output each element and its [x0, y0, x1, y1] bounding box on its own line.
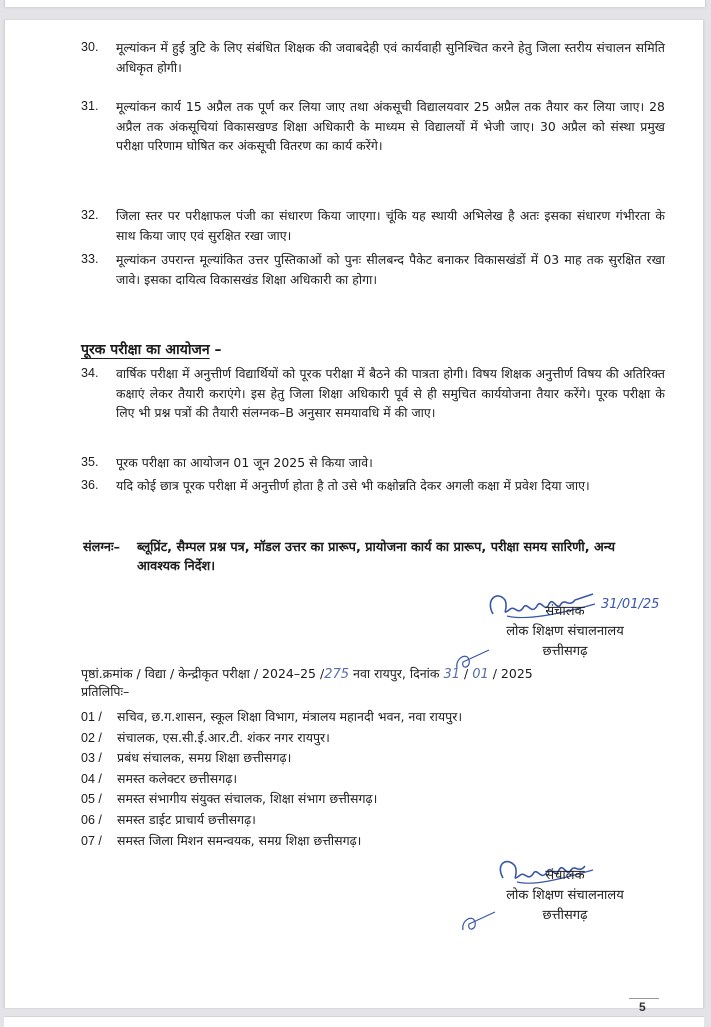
next-page-edge — [4, 1016, 704, 1027]
item-text: यदि कोई छात्र पूरक परीक्षा में अनुत्तीर्ण होता है तो उसे भी कक्षोन्नति देकर अगली कक्षा में प्रवेश दिया जाए। — [116, 478, 590, 493]
copy-item — [81, 728, 462, 749]
copy-list — [81, 707, 462, 851]
list-item-31 — [81, 97, 665, 156]
copy-item — [81, 831, 462, 852]
list-item-34 — [81, 364, 665, 423]
copy-number: 06 / — [81, 812, 102, 827]
copy-to-label: प्रतिलिपिः– — [81, 684, 130, 699]
item-text: मूल्यांकन उपरान्त मूल्यांकित उत्तर पुस्तिकाओं को पुनः सीलबन्द पैकेट बनाकर विकासखंडों में 03 माह तक सुरक्षित रखा जावे। इसका दायित्व विकासखंड शिक्षा अधिकारी का होगा। — [116, 252, 665, 287]
item-text: मूल्यांकन कार्य 15 अप्रैल तक पूर्ण कर लिया जाए तथा अंकसूची विद्यालयवार 25 अप्रैल तक तैयार कर लिया जाए। 28 अप्रैल तक अंकसूचियां विकासखण्ड शिक्षा अधिकारी के माध्यम से विद्यालयों में भेजी जाए। 30 अप्रैल को संस्था प्रमुख परीक्षा परिणाम घोषित कर अंकसूची वितरण का कार्य करेंगे। — [116, 99, 665, 153]
handwritten-reference-number: 275 — [324, 667, 350, 682]
signatory-office: लोक शिक्षण संचालनालय — [506, 624, 624, 639]
item-number: 35. — [81, 455, 99, 469]
item-text: मूल्यांकन में हुई त्रुटि के लिए संबंधित शिक्षक की जवाबदेही एवं कार्यवाही सुनिश्चित करने हेतु जिला स्तरीय संचालन समिति अधिकृत होगी। — [116, 40, 665, 75]
attachments-text: ब्लूप्रिंट, सैम्पल प्रश्न पत्र, मॉडल उत्तर का प्रारूप, प्रायोजना कार्य का प्रारूप, परीक्षा समय सारिणी, अन्य आवश्यक निर्देश। — [137, 540, 616, 574]
copy-item — [81, 789, 462, 810]
handwritten-day: 31 — [443, 667, 461, 682]
section-heading-text: पूरक परीक्षा का आयोजन — [81, 342, 210, 358]
section-heading-dash: – — [209, 342, 222, 358]
list-item-36 — [81, 476, 665, 496]
page-number: 5 — [639, 1000, 646, 1014]
copy-text: संचालक, एस.सी.ई.आर.टी. शंकर नगर रायपुर। — [117, 729, 330, 745]
reference-prefix: पृष्ठां.क्रमांक / विद्या / केन्द्रीकृत परीक्षा / 2024–25 / — [81, 666, 325, 681]
item-number: 34. — [81, 366, 99, 380]
copy-text: सचिव, छ.ग.शासन, स्कूल शिक्षा विभाग, मंत्रालय महानदी भवन, नवा रायपुर। — [117, 709, 463, 724]
attachments-note — [83, 538, 648, 576]
date-separator: / — [460, 666, 473, 681]
copy-number: 02 / — [81, 730, 102, 745]
item-number: 30. — [81, 40, 99, 54]
copy-number: 07 / — [81, 833, 102, 848]
list-item-33 — [81, 250, 665, 289]
copy-item — [81, 810, 462, 831]
item-text: वार्षिक परीक्षा में अनुत्तीर्ण विद्यार्थियों को पूरक परीक्षा में बैठने की पात्रता होगी। विषय शिक्षक अनुत्तीर्ण विषय की अतिरिक्त कक्षाएं लेकर तैयारी कराएंगे। इस हेतु जिला शिक्षा अधिकारी पूर्व से ही समुचित कार्ययोजना तैयार करेंगे। पूरक परीक्षा के लिए भी प्रश्न पत्रों की तैयारी संलग्नक–B अनुसार समयावधि में की जाए। — [116, 366, 665, 420]
copy-number: 03 / — [81, 751, 102, 766]
signatory-state: छत्तीसगढ़ — [542, 644, 588, 659]
signature-block-1 — [455, 602, 675, 662]
reference-line — [81, 664, 533, 684]
reference-place: नवा रायपुर, दिनांक — [349, 666, 444, 681]
handwritten-month: 01 — [472, 667, 489, 682]
copy-item — [81, 748, 462, 769]
section-heading — [81, 340, 222, 359]
signatory-title: संचालक — [545, 604, 585, 619]
copy-text: समस्त डाईट प्राचार्य छत्तीसगढ़। — [117, 811, 256, 827]
signatory-state: छत्तीसगढ़ — [542, 908, 588, 923]
signature-block-2 — [455, 866, 675, 926]
document-page — [4, 20, 704, 1014]
list-item-35 — [81, 453, 665, 473]
copy-text: समस्त जिला मिशन समन्वयक, समग्र शिक्षा छत्तीसगढ़। — [117, 832, 362, 848]
list-item-32 — [81, 206, 665, 245]
item-number: 31. — [81, 99, 99, 113]
signatory-title: संचालक — [545, 868, 585, 883]
handwritten-date: 31/01/25 — [601, 597, 660, 612]
copy-text: समस्त संभागीय संयुक्त संचालक, शिक्षा संभाग छत्तीसगढ़। — [117, 791, 378, 807]
copy-item — [81, 769, 462, 790]
item-text: जिला स्तर पर परीक्षाफल पंजी का संधारण किया जाएगा। चूंकि यह स्थायी अभिलेख है अतः इसका संधारण गंभीरता के साथ किया जाए एवं सुरक्षित रखा जाए। — [116, 208, 665, 243]
item-number: 33. — [81, 252, 99, 266]
item-number: 36. — [81, 478, 99, 492]
copy-number: 05 / — [81, 792, 102, 807]
page-number-rule — [629, 998, 659, 999]
attachments-label: संलग्नः– — [83, 540, 121, 555]
reference-year: / 2025 — [488, 666, 533, 681]
item-number: 32. — [81, 208, 99, 222]
copy-text: प्रबंध संचालक, समग्र शिक्षा छत्तीसगढ़। — [117, 750, 292, 766]
signatory-office: लोक शिक्षण संचालनालय — [506, 888, 624, 903]
list-item-30 — [81, 38, 665, 77]
copy-item — [81, 707, 462, 728]
copy-number: 01 / — [81, 710, 102, 724]
previous-page-edge — [4, 0, 706, 7]
copy-text: समस्त कलेक्टर छत्तीसगढ़। — [117, 770, 238, 786]
copy-number: 04 / — [81, 771, 102, 786]
item-text: पूरक परीक्षा का आयोजन 01 जून 2025 से किया जावे। — [116, 455, 373, 470]
